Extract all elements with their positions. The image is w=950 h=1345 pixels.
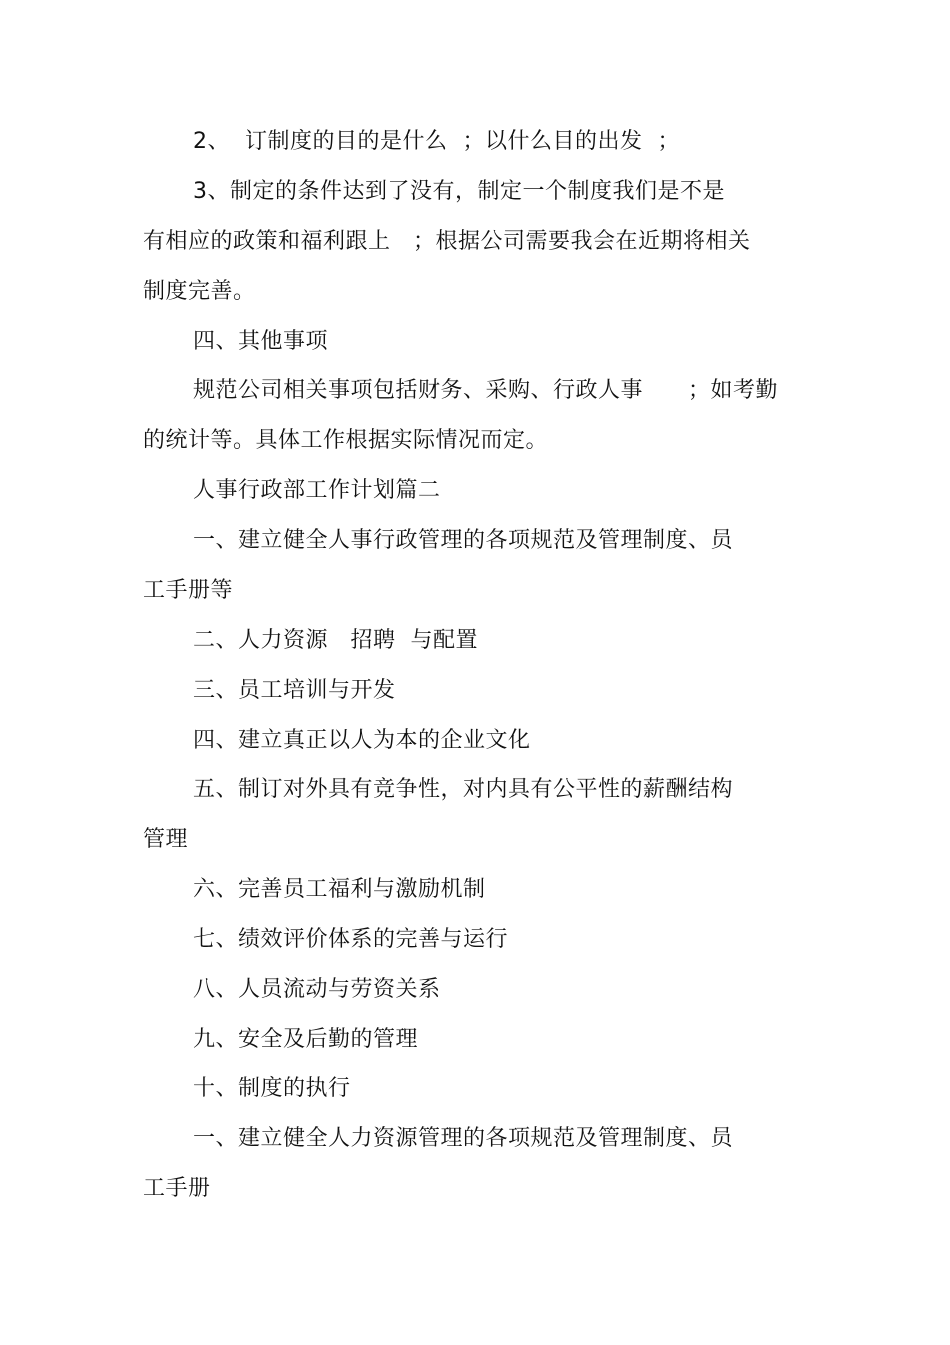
list-item-continuation: 工手册 <box>143 1176 211 1201</box>
paragraph-line: 有相应的政策和福利跟上 ；根据公司需要我会在近期将相关 <box>143 229 751 254</box>
list-item: 十、制度的执行 <box>193 1076 351 1101</box>
list-item: 二、人力资源 招聘 与配置 <box>193 628 478 653</box>
list-item: 一、建立健全人力资源管理的各项规范及管理制度、员 <box>193 1126 734 1151</box>
list-item-continuation: 管理 <box>143 827 189 852</box>
list-item: 七、绩效评价体系的完善与运行 <box>193 927 509 952</box>
paragraph-line: 的统计等。具体工作根据实际情况而定。 <box>143 428 549 453</box>
list-item: 九、安全及后勤的管理 <box>193 1027 419 1052</box>
paragraph-line: 制度完善。 <box>143 279 256 304</box>
list-item: 六、完善员工福利与激励机制 <box>193 877 486 902</box>
list-item: 三、员工培训与开发 <box>193 678 396 703</box>
section-heading: 四、其他事项 <box>193 329 329 354</box>
list-item: 五、制订对外具有竞争性，对内具有公平性的薪酬结构 <box>193 777 734 802</box>
paragraph-line: 规范公司相关事项包括财务、采购、行政人事 ；如考勤 <box>193 378 778 403</box>
list-item: 一、建立健全人事行政管理的各项规范及管理制度、员 <box>193 528 734 553</box>
list-item-continuation: 工手册等 <box>143 578 234 603</box>
list-item: 四、建立真正以人为本的企业文化 <box>193 728 531 753</box>
section-title: 人事行政部工作计划篇二 <box>193 478 441 503</box>
paragraph-line: 2、 订制度的目的是什么 ；以什么目的出发 ； <box>193 129 680 154</box>
list-item: 八、人员流动与劳资关系 <box>193 977 441 1002</box>
paragraph-line: 3、制定的条件达到了没有，制定一个制度我们是不是 <box>193 179 725 204</box>
